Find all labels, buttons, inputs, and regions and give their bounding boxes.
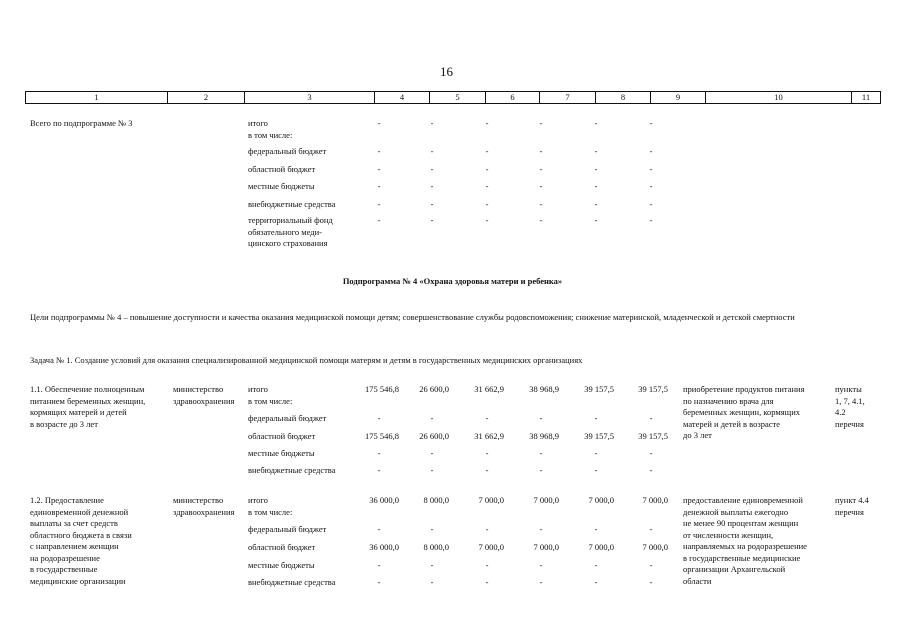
value-cell: -	[430, 146, 434, 156]
value-cell: 7 000,0	[478, 495, 504, 505]
value-cell: -	[649, 181, 653, 191]
total-row-label: территориальный фонд обязательного меди- цинского страхования	[248, 215, 333, 248]
item-2-executor: министерство здравоохранения	[173, 495, 235, 517]
item-1-result: приобретение продуктов питания по назначению врача для беременных женщин, кормящих матерей и детей в возрасте до 3 лет	[683, 384, 805, 440]
value-cell: -	[377, 118, 381, 128]
value-cell: -	[539, 448, 543, 458]
value-cell: 39 157,5	[638, 431, 668, 441]
header-col-7: 7	[540, 92, 596, 103]
item-2-row-label: итого в том числе:	[248, 495, 293, 517]
value-cell: -	[377, 465, 381, 475]
header-col-10: 10	[706, 92, 852, 103]
value-cell: -	[539, 146, 543, 156]
value-cell: -	[377, 164, 381, 174]
page-number: 16	[440, 64, 453, 79]
value-cell: -	[649, 146, 653, 156]
header-col-11: 11	[861, 92, 871, 102]
total-subprogram-3-label: Всего по подпрограмме № 3	[30, 118, 133, 128]
value-cell: 7 000,0	[588, 495, 614, 505]
value-cell: -	[594, 577, 598, 587]
value-cell: -	[430, 118, 434, 128]
item-2-result: предоставление единовременной денежной выплаты ежегодно не менее 90 процентам женщин от численности женщин, направляемых на родоразрешение в государственные медицинские организации Архангельской области	[683, 495, 807, 586]
value-cell: -	[485, 560, 489, 570]
header-col-8: 8	[596, 92, 651, 103]
value-cell: -	[594, 465, 598, 475]
value-cell: -	[430, 199, 434, 209]
value-cell: 175 546,8	[365, 431, 399, 441]
table-header	[25, 91, 881, 104]
header-col-5: 5	[430, 92, 486, 103]
item-1-row-label: федеральный бюджет	[248, 413, 327, 423]
value-cell: -	[430, 448, 434, 458]
value-cell: -	[649, 164, 653, 174]
value-cell: 38 968,9	[529, 431, 559, 441]
value-cell: 8 000,0	[423, 542, 449, 552]
value-cell: -	[594, 215, 598, 225]
value-cell: 7 000,0	[478, 542, 504, 552]
total-row-label: внебюджетные средства	[248, 199, 336, 209]
value-cell: -	[649, 448, 653, 458]
total-row-label: итого в том числе:	[248, 118, 293, 140]
value-cell: 26 600,0	[419, 384, 449, 394]
value-cell: -	[377, 215, 381, 225]
value-cell: -	[594, 448, 598, 458]
value-cell: -	[485, 524, 489, 534]
value-cell: -	[649, 560, 653, 570]
header-col-1: 1	[26, 92, 168, 103]
value-cell: 39 157,5	[638, 384, 668, 394]
value-cell: -	[377, 560, 381, 570]
value-cell: -	[485, 413, 489, 423]
total-row-label: федеральный бюджет	[248, 146, 327, 156]
value-cell: -	[594, 560, 598, 570]
value-cell: -	[485, 181, 489, 191]
goal-text: Цели подпрограммы № 4 – повышение доступности и качества оказания медицинской помощи детям; совершенствование службы родовспоможения; снижение материнской, младенческой и детской смертности	[30, 312, 795, 322]
value-cell: -	[485, 118, 489, 128]
subprogram-title: Подпрограмма № 4 «Охрана здоровья матери и ребенка»	[342, 276, 563, 286]
value-cell: -	[430, 215, 434, 225]
value-cell: -	[485, 146, 489, 156]
item-1-row-label: областной бюджет	[248, 431, 316, 441]
item-2-row-label: областной бюджет	[248, 542, 316, 552]
value-cell: -	[430, 413, 434, 423]
value-cell: -	[430, 577, 434, 587]
value-cell: -	[539, 524, 543, 534]
value-cell: -	[430, 164, 434, 174]
value-cell: -	[485, 215, 489, 225]
value-cell: 36 000,0	[369, 542, 399, 552]
value-cell: -	[430, 524, 434, 534]
value-cell: 39 157,5	[584, 384, 614, 394]
value-cell: 7 000,0	[533, 542, 559, 552]
value-cell: 39 157,5	[584, 431, 614, 441]
item-1-row-label: местные бюджеты	[248, 448, 315, 458]
value-cell: -	[485, 199, 489, 209]
value-cell: 31 662,9	[474, 384, 504, 394]
value-cell: -	[377, 413, 381, 423]
value-cell: -	[539, 199, 543, 209]
value-cell: 31 662,9	[474, 431, 504, 441]
value-cell: -	[430, 560, 434, 570]
value-cell: 8 000,0	[423, 495, 449, 505]
value-cell: -	[649, 577, 653, 587]
item-1-reference: пункты 1, 7, 4.1, 4.2 перечня	[835, 384, 865, 429]
item-2-row-label: федеральный бюджет	[248, 524, 327, 534]
value-cell: -	[485, 577, 489, 587]
value-cell: -	[649, 199, 653, 209]
value-cell: 7 000,0	[642, 495, 668, 505]
value-cell: 7 000,0	[533, 495, 559, 505]
value-cell: 38 968,9	[529, 384, 559, 394]
value-cell: -	[539, 215, 543, 225]
total-row-label: областной бюджет	[248, 164, 316, 174]
header-col-3: 3	[245, 92, 375, 103]
value-cell: -	[377, 524, 381, 534]
value-cell: -	[430, 465, 434, 475]
value-cell: -	[539, 560, 543, 570]
value-cell: -	[539, 413, 543, 423]
value-cell: -	[594, 164, 598, 174]
value-cell: -	[377, 146, 381, 156]
item-2-name: 1.2. Предоставление единовременной денежной выплаты за счет средств областного бюджета в связи с направлением женщин на родоразрешение в государственные медицинские организации	[30, 495, 132, 586]
value-cell: -	[594, 413, 598, 423]
value-cell: -	[485, 164, 489, 174]
value-cell: -	[377, 448, 381, 458]
value-cell: -	[377, 181, 381, 191]
header-col-6: 6	[486, 92, 540, 103]
value-cell: -	[539, 465, 543, 475]
value-cell: -	[377, 199, 381, 209]
value-cell: -	[594, 146, 598, 156]
value-cell: -	[649, 524, 653, 534]
header-col-4: 4	[375, 92, 430, 103]
item-2-row-label: внебюджетные средства	[248, 577, 336, 587]
value-cell: -	[594, 524, 598, 534]
value-cell: 7 000,0	[642, 542, 668, 552]
value-cell: -	[594, 118, 598, 128]
item-1-name: 1.1. Обеспечение полноценным питанием беременных женщин, кормящих матерей и детей в возрасте до 3 лет	[30, 384, 146, 429]
value-cell: -	[485, 465, 489, 475]
value-cell: -	[649, 465, 653, 475]
value-cell: -	[539, 181, 543, 191]
value-cell: -	[594, 199, 598, 209]
header-col-2: 2	[168, 92, 245, 103]
item-2-row-label: местные бюджеты	[248, 560, 315, 570]
value-cell: -	[539, 577, 543, 587]
value-cell: -	[539, 118, 543, 128]
value-cell: -	[539, 164, 543, 174]
header-col-9: 9	[651, 92, 706, 103]
item-2-reference: пункт 4.4 перечня	[835, 495, 869, 517]
value-cell: -	[594, 181, 598, 191]
value-cell: 36 000,0	[369, 495, 399, 505]
value-cell: 7 000,0	[588, 542, 614, 552]
value-cell: 26 600,0	[419, 431, 449, 441]
value-cell: 175 546,8	[365, 384, 399, 394]
value-cell: -	[649, 413, 653, 423]
value-cell: -	[377, 577, 381, 587]
value-cell: -	[430, 181, 434, 191]
task-text: Задача № 1. Создание условий для оказания специализированной медицинской помощи матерям и детям в государственных медицинских организациях	[30, 355, 583, 365]
value-cell: -	[649, 215, 653, 225]
item-1-row-label: итого в том числе:	[248, 384, 293, 406]
item-1-executor: министерство здравоохранения	[173, 384, 235, 406]
total-row-label: местные бюджеты	[248, 181, 315, 191]
item-1-row-label: внебюджетные средства	[248, 465, 336, 475]
value-cell: -	[485, 448, 489, 458]
value-cell: -	[649, 118, 653, 128]
